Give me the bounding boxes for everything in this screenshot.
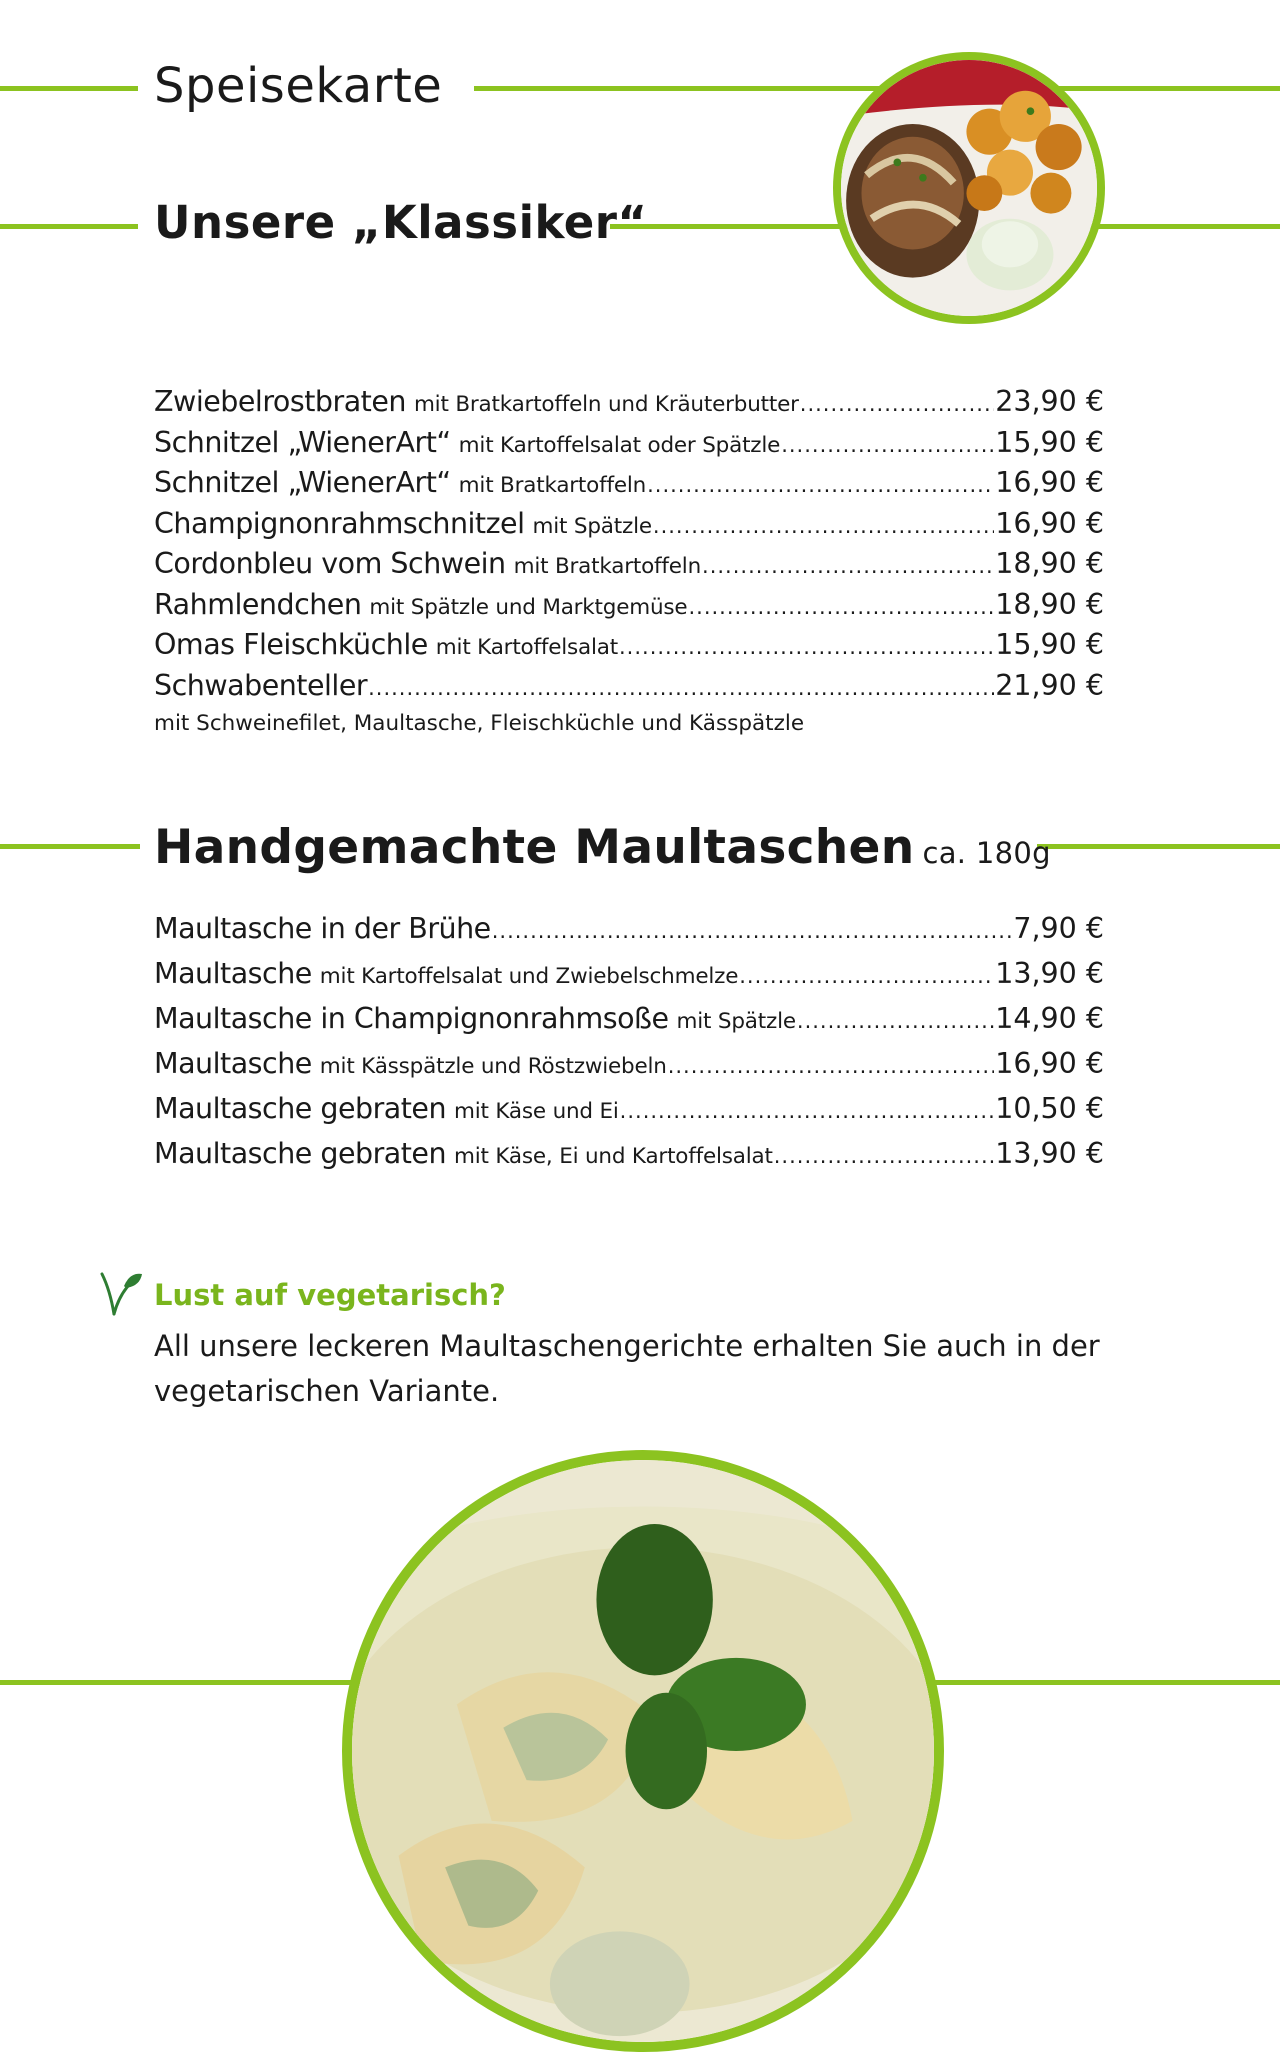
leader-dots (492, 919, 1013, 943)
dish-price: 16,90 € (995, 506, 1104, 540)
dish-name: Maultasche (154, 957, 312, 990)
leader-dots (781, 433, 994, 457)
menu-item (154, 588, 1104, 629)
dish-price: 23,90 € (995, 385, 1104, 418)
dish-description: mit Bratkartoffeln und Kräuterbutter (413, 392, 799, 417)
leader-dots (668, 1054, 995, 1078)
dish-price: 13,90 € (995, 957, 1104, 990)
divider-line (0, 224, 138, 229)
leader-dots (619, 635, 994, 659)
leader-dots (647, 473, 994, 497)
dish-name: Champignonrahmschnitzel (154, 506, 525, 540)
dish-description: mit Spätzle und Marktgemüse (369, 594, 688, 620)
dish-name: Schnitzel „WienerArt“ (154, 466, 451, 499)
dish-description: mit Spätzle (676, 1009, 796, 1034)
leader-dots (688, 595, 994, 619)
maultaschen-photo (342, 1450, 944, 2052)
schwabenteller-detail: mit Schweinefilet, Maultasche, Fleischküchle und Kässpätzle (154, 711, 805, 736)
menu-item (154, 1047, 1104, 1092)
menu-item (154, 1002, 1104, 1047)
dish-name: Maultasche in Champignonrahmsoße (154, 1002, 669, 1035)
dish-price: 7,90 € (1013, 912, 1104, 945)
menu-item (154, 547, 1104, 588)
menu-item (154, 426, 1104, 467)
dish-price: 14,90 € (995, 1002, 1104, 1035)
dish-price: 16,90 € (995, 466, 1104, 499)
dish-name: Maultasche in der Brühe (154, 912, 491, 945)
dish-description: mit Bratkartoffeln (513, 554, 702, 579)
divider-line (0, 86, 138, 91)
dish-description: mit Kässpätzle und Röstzwiebeln (319, 1054, 667, 1079)
dish-description: mit Kartoffelsalat oder Spätzle (458, 432, 781, 458)
divider-line (1037, 844, 1280, 849)
dish-name: Zwiebelrostbraten (154, 385, 406, 418)
leader-dots (797, 1009, 994, 1033)
leader-dots (774, 1144, 994, 1168)
menu-item (154, 466, 1104, 507)
dish-name: Maultasche gebraten (154, 1137, 447, 1170)
leader-dots (739, 964, 994, 988)
menu-item (154, 507, 1104, 548)
menu-item (154, 628, 1104, 669)
dish-name: Cordonbleu vom Schwein (154, 547, 506, 580)
dish-name: Maultasche gebraten (154, 1092, 447, 1125)
menu-item (154, 912, 1104, 957)
divider-line (0, 844, 140, 849)
zwiebelrostbraten-photo (833, 52, 1105, 324)
dish-name: Schwabenteller (154, 668, 368, 702)
vegetarian-text: All unsere leckeren Maultaschengerichte erhalten Sie auch in der vegetarischen Variante. (154, 1329, 1100, 1408)
menu-item (154, 1137, 1104, 1182)
dish-description: mit Kartoffelsalat (435, 635, 618, 660)
maultaschen-title-text: Handgemachte Maultaschen (154, 820, 915, 875)
dish-price: 10,50 € (995, 1092, 1104, 1125)
dish-price: 18,90 € (995, 547, 1104, 580)
dish-price: 13,90 € (995, 1137, 1104, 1170)
klassiker-section-title: Unsere „Klassiker“ (154, 196, 648, 249)
dish-name: Schnitzel „WienerArt“ (154, 425, 451, 459)
dish-price: 15,90 € (995, 425, 1104, 459)
dish-description: mit Kartoffelsalat und Zwiebelschmelze (319, 964, 739, 989)
menu-item (154, 385, 1104, 426)
dish-price: 21,90 € (995, 668, 1104, 702)
leader-dots (653, 514, 994, 538)
dish-price: 15,90 € (995, 628, 1104, 661)
klassiker-menu (154, 385, 1104, 736)
dish-name: Rahmlendchen (154, 587, 362, 621)
leader-dots (620, 1099, 995, 1123)
dish-description: mit Bratkartoffeln (458, 473, 647, 498)
portion-weight: ca. 180g (922, 836, 1051, 870)
dish-description: mit Spätzle (532, 513, 652, 539)
maultaschen-menu (154, 912, 1104, 1182)
leader-dots (800, 392, 994, 416)
dish-description: mit Käse, Ei und Kartoffelsalat (454, 1144, 773, 1169)
dish-name: Omas Fleischküchle (154, 628, 428, 661)
dish-name: Maultasche (154, 1047, 312, 1080)
menu-item (154, 1092, 1104, 1137)
vegetarian-leaf-icon (100, 1270, 144, 1318)
dish-description: mit Käse und Ei (454, 1099, 619, 1124)
maultaschen-section-title (154, 820, 1051, 875)
leader-dots (702, 554, 994, 578)
dish-price: 18,90 € (995, 587, 1104, 621)
dish-price: 16,90 € (995, 1047, 1104, 1080)
leader-dots (368, 676, 994, 700)
page-title: Speisekarte (154, 58, 443, 114)
menu-item (154, 957, 1104, 1002)
menu-item (154, 669, 1104, 710)
vegetarian-heading: Lust auf vegetarisch? (154, 1278, 506, 1312)
